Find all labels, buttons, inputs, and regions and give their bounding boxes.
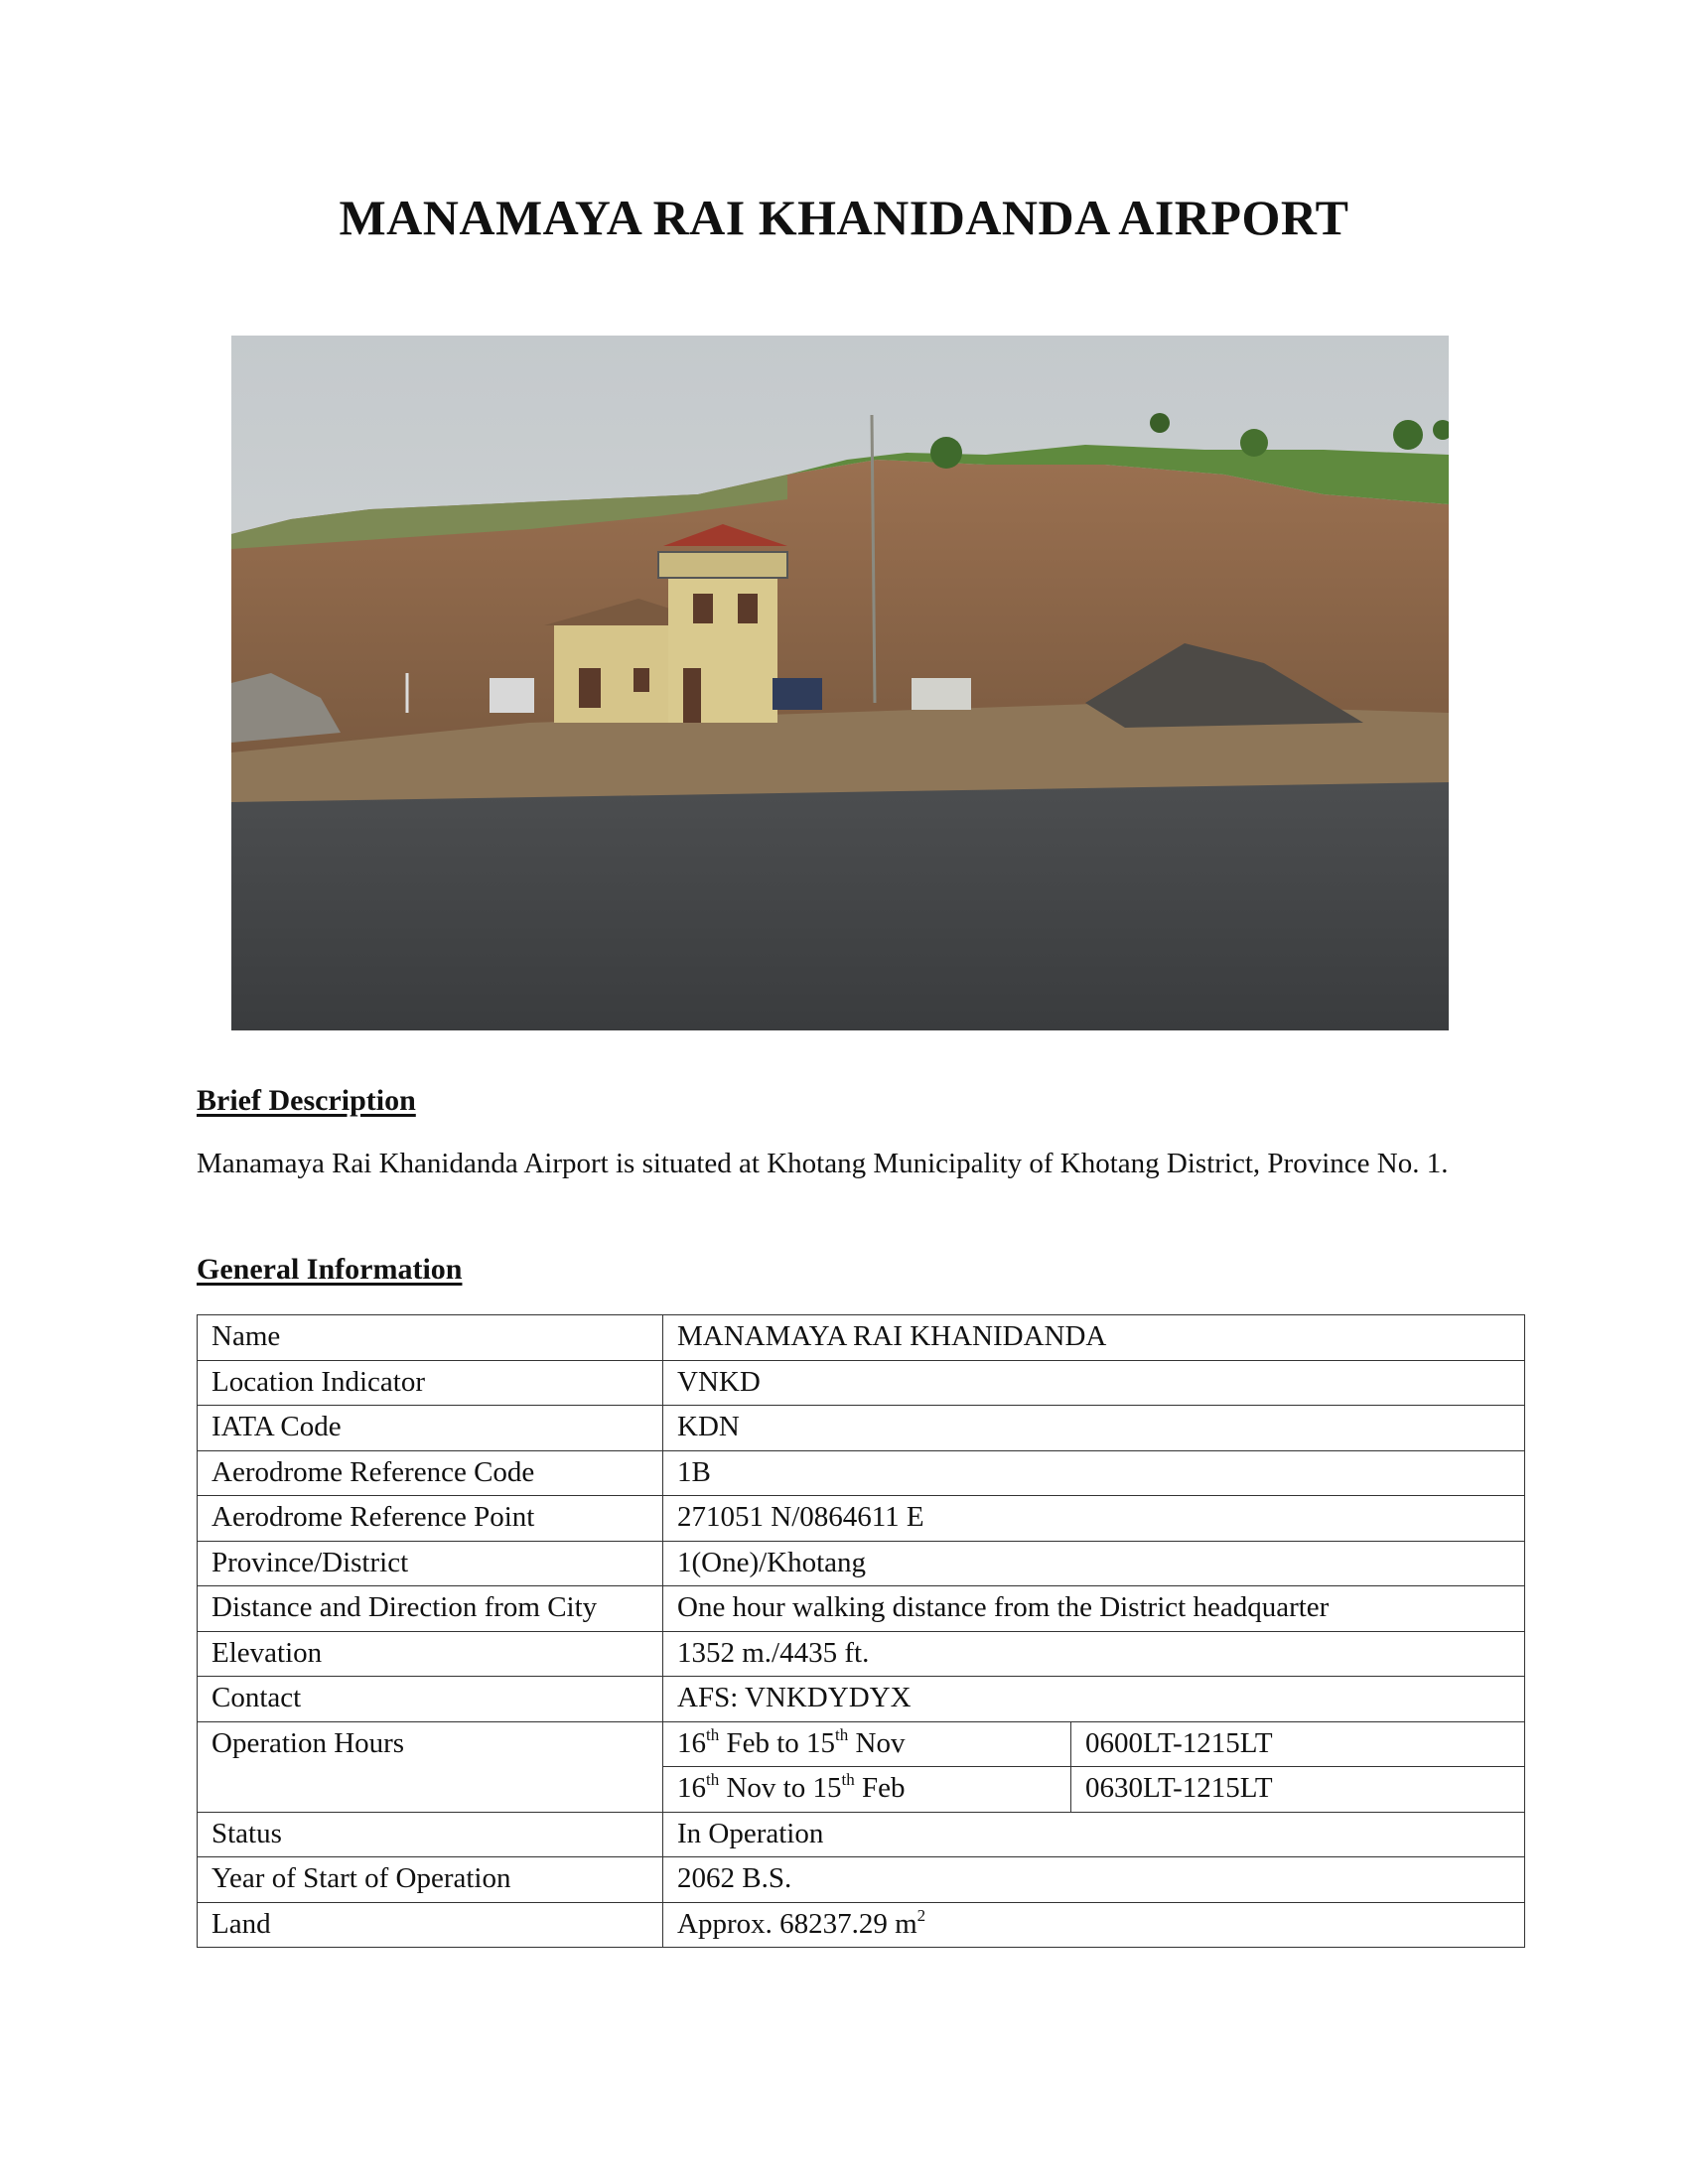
period-from-day: 16 [677, 1772, 706, 1804]
table-row [198, 1406, 1525, 1451]
row-label: Province/District [198, 1541, 663, 1586]
general-information-heading: General Information [197, 1253, 463, 1286]
row-label: Distance and Direction from City [198, 1586, 663, 1632]
period-to-suffix: th [835, 1724, 849, 1744]
period-from-month: Nov to 15 [719, 1772, 842, 1804]
table-row [198, 1315, 1525, 1361]
brief-description-heading: Brief Description [197, 1084, 416, 1117]
row-label: Land [198, 1902, 663, 1948]
table-row [198, 1812, 1525, 1857]
row-label: IATA Code [198, 1406, 663, 1451]
row-label: Contact [198, 1677, 663, 1722]
table-row [198, 1677, 1525, 1722]
land-area-unit-exponent: 2 [916, 1905, 926, 1925]
operation-hours-label: Operation Hours [198, 1721, 663, 1812]
airport-control-tower-photo [231, 336, 1449, 1030]
operation-time: 0630LT-1215LT [1071, 1767, 1525, 1813]
period-from-suffix: th [706, 1724, 720, 1744]
land-area-value: Approx. 68237.29 m [677, 1907, 917, 1940]
operation-period [663, 1721, 1071, 1767]
table-row [198, 1541, 1525, 1586]
table-row-operation-hours [198, 1721, 1525, 1767]
period-from-day: 16 [677, 1726, 706, 1759]
table-row [198, 1902, 1525, 1948]
row-value: AFS: VNKDYDYX [663, 1677, 1525, 1722]
period-from-suffix: th [706, 1770, 720, 1789]
airport-photo-illustration [231, 336, 1449, 1030]
table-row [198, 1857, 1525, 1903]
row-value: 1(One)/Khotang [663, 1541, 1525, 1586]
row-value: 271051 N/0864611 E [663, 1496, 1525, 1542]
table-row [198, 1450, 1525, 1496]
row-value: VNKD [663, 1360, 1525, 1406]
row-label: Year of Start of Operation [198, 1857, 663, 1903]
operation-time: 0600LT-1215LT [1071, 1721, 1525, 1767]
row-label: Name [198, 1315, 663, 1361]
table-row [198, 1586, 1525, 1632]
period-to-suffix: th [841, 1770, 855, 1789]
row-value: 1B [663, 1450, 1525, 1496]
row-label: Status [198, 1812, 663, 1857]
brief-description-text: Manamaya Rai Khanidanda Airport is situated at Khotang Municipality of Khotang District, Province No. 1. [197, 1148, 1449, 1179]
row-label: Elevation [198, 1631, 663, 1677]
period-to-month: Nov [848, 1726, 906, 1759]
general-information-table [197, 1314, 1525, 1948]
table-row [198, 1631, 1525, 1677]
document-title: MANAMAYA RAI KHANIDANDA AIRPORT [339, 190, 1349, 245]
operation-period [663, 1767, 1071, 1813]
row-value: In Operation [663, 1812, 1525, 1857]
row-value [663, 1902, 1525, 1948]
row-value: MANAMAYA RAI KHANIDANDA [663, 1315, 1525, 1361]
row-value: One hour walking distance from the District headquarter [663, 1586, 1525, 1632]
row-label: Aerodrome Reference Code [198, 1450, 663, 1496]
row-label: Location Indicator [198, 1360, 663, 1406]
row-value: 2062 B.S. [663, 1857, 1525, 1903]
table-row [198, 1360, 1525, 1406]
row-label: Aerodrome Reference Point [198, 1496, 663, 1542]
period-from-month: Feb to 15 [719, 1726, 836, 1759]
period-to-month: Feb [854, 1772, 906, 1804]
row-value: KDN [663, 1406, 1525, 1451]
row-value: 1352 m./4435 ft. [663, 1631, 1525, 1677]
table-row [198, 1496, 1525, 1542]
